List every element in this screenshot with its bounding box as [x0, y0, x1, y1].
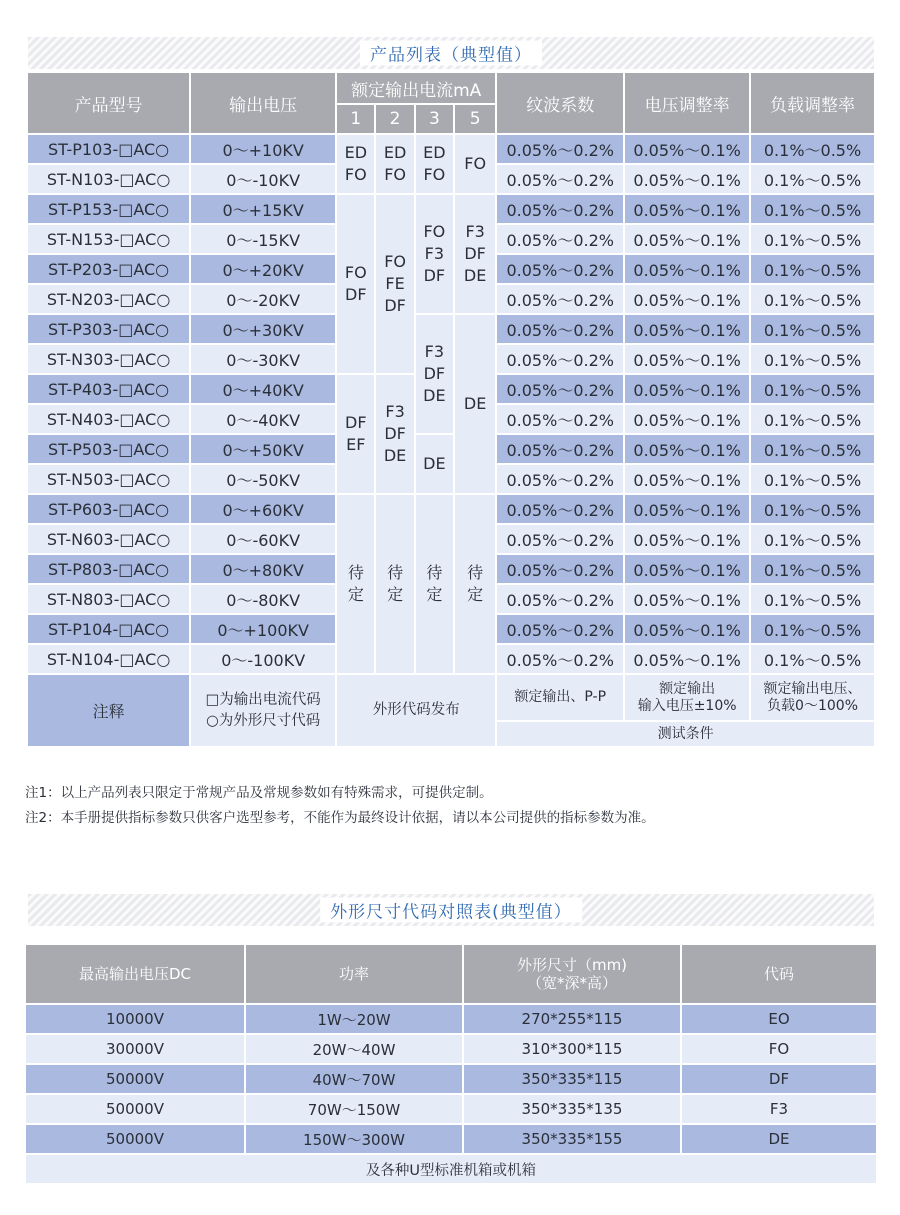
- ripple-cell: 0.05%～0.2%: [497, 315, 623, 343]
- power-cell: 1W～20W: [246, 1005, 462, 1033]
- voltage-cell: 0～-20KV: [191, 285, 335, 313]
- max-voltage-cell: 50000V: [26, 1125, 244, 1153]
- current-3-group: ED FO: [416, 135, 453, 193]
- regulation-cell: 0.05%～0.1%: [625, 495, 749, 523]
- regulation-cell: 0.05%～0.1%: [625, 195, 749, 223]
- current-2-group: F3 DF DE: [376, 375, 413, 493]
- header-current-3: 3: [416, 105, 453, 133]
- voltage-cell: 0～+10KV: [191, 135, 335, 163]
- footer-regulation-condition: 额定输出 输入电压±10%: [625, 675, 749, 720]
- load-cell: 0.1%～0.5%: [751, 195, 874, 223]
- model-cell: ST-P303-□AC○: [28, 315, 189, 343]
- header-load: 负载调整率: [751, 73, 874, 133]
- product-list-title: 产品列表（典型值）: [360, 41, 542, 66]
- voltage-cell: 0～-80KV: [191, 585, 335, 613]
- model-cell: ST-N603-□AC○: [28, 525, 189, 553]
- voltage-cell: 0～-60KV: [191, 525, 335, 553]
- power-cell: 40W～70W: [246, 1065, 462, 1093]
- table-row: [28, 495, 874, 523]
- regulation-cell: 0.05%～0.1%: [625, 375, 749, 403]
- load-cell: 0.1%～0.5%: [751, 315, 874, 343]
- table-row: [26, 1125, 876, 1153]
- footer-code-legend: □为输出电流代码 ○为外形尺寸代码: [191, 675, 335, 746]
- dimensions-cell: 350*335*135: [464, 1095, 680, 1123]
- dimension-table-title: 外形尺寸代码对照表(典型值）: [320, 898, 582, 923]
- load-cell: 0.1%～0.5%: [751, 135, 874, 163]
- ripple-cell: 0.05%～0.2%: [497, 285, 623, 313]
- load-cell: 0.1%～0.5%: [751, 165, 874, 193]
- header-current-5: 5: [455, 105, 495, 133]
- current-3-group: F3 DF DE: [416, 315, 453, 433]
- model-cell: ST-N104-□AC○: [28, 645, 189, 673]
- ripple-cell: 0.05%～0.2%: [497, 255, 623, 283]
- regulation-cell: 0.05%～0.1%: [625, 615, 749, 643]
- regulation-cell: 0.05%～0.1%: [625, 435, 749, 463]
- header-current-2: 2: [376, 105, 413, 133]
- ripple-cell: 0.05%～0.2%: [497, 195, 623, 223]
- current-2-group: ED FO: [376, 135, 413, 193]
- model-cell: ST-N203-□AC○: [28, 285, 189, 313]
- code-cell: DE: [682, 1125, 876, 1153]
- table-row: [26, 1035, 876, 1063]
- load-cell: 0.1%～0.5%: [751, 285, 874, 313]
- code-cell: EO: [682, 1005, 876, 1033]
- model-cell: ST-P104-□AC○: [28, 615, 189, 643]
- model-cell: ST-N103-□AC○: [28, 165, 189, 193]
- current-1-group: ED FO: [337, 135, 374, 193]
- table-row: [28, 135, 874, 163]
- regulation-cell: 0.05%～0.1%: [625, 525, 749, 553]
- dimensions-cell: 350*335*155: [464, 1125, 680, 1153]
- load-cell: 0.1%～0.5%: [751, 375, 874, 403]
- header-code: 代码: [682, 945, 876, 1003]
- table-row: [28, 195, 874, 223]
- footer-notes-label: 注释: [28, 675, 189, 746]
- current-1-group: DF EF: [337, 375, 374, 493]
- header-ripple: 纹波系数: [497, 73, 623, 133]
- product-list-table: [26, 71, 876, 748]
- ripple-cell: 0.05%～0.2%: [497, 645, 623, 673]
- ripple-cell: 0.05%～0.2%: [497, 165, 623, 193]
- current-1-group: FO DF: [337, 195, 374, 373]
- load-cell: 0.1%～0.5%: [751, 405, 874, 433]
- current-3-group: FO F3 DF: [416, 195, 453, 313]
- voltage-cell: 0～-30KV: [191, 345, 335, 373]
- voltage-cell: 0～+50KV: [191, 435, 335, 463]
- table-row: [26, 1095, 876, 1123]
- footer-load-condition: 额定输出电压、 负载0～100%: [751, 675, 874, 720]
- model-cell: ST-P403-□AC○: [28, 375, 189, 403]
- load-cell: 0.1%～0.5%: [751, 255, 874, 283]
- header-power: 功率: [246, 945, 462, 1003]
- load-cell: 0.1%～0.5%: [751, 555, 874, 583]
- model-cell: ST-P503-□AC○: [28, 435, 189, 463]
- load-cell: 0.1%～0.5%: [751, 525, 874, 553]
- regulation-cell: 0.05%～0.1%: [625, 345, 749, 373]
- regulation-cell: 0.05%～0.1%: [625, 135, 749, 163]
- regulation-cell: 0.05%～0.1%: [625, 465, 749, 493]
- regulation-cell: 0.05%～0.1%: [625, 645, 749, 673]
- model-cell: ST-P803-□AC○: [28, 555, 189, 583]
- load-cell: 0.1%～0.5%: [751, 435, 874, 463]
- ripple-cell: 0.05%～0.2%: [497, 525, 623, 553]
- header-model: 产品型号: [28, 73, 189, 133]
- ripple-cell: 0.05%～0.2%: [497, 225, 623, 253]
- load-cell: 0.1%～0.5%: [751, 645, 874, 673]
- ripple-cell: 0.05%～0.2%: [497, 435, 623, 463]
- dimension-table-footer: 及各种U型标准机箱或机箱: [26, 1155, 876, 1183]
- dimensions-cell: 350*335*115: [464, 1065, 680, 1093]
- voltage-cell: 0～+60KV: [191, 495, 335, 523]
- voltage-cell: 0～+15KV: [191, 195, 335, 223]
- header-voltage: 输出电压: [191, 73, 335, 133]
- load-cell: 0.1%～0.5%: [751, 615, 874, 643]
- current-5-group: DE: [455, 315, 495, 493]
- regulation-cell: 0.05%～0.1%: [625, 315, 749, 343]
- max-voltage-cell: 50000V: [26, 1065, 244, 1093]
- max-voltage-cell: 10000V: [26, 1005, 244, 1033]
- voltage-cell: 0～-15KV: [191, 225, 335, 253]
- voltage-cell: 0～-10KV: [191, 165, 335, 193]
- current-3-group: DE: [416, 435, 453, 493]
- power-cell: 70W～150W: [246, 1095, 462, 1123]
- ripple-cell: 0.05%～0.2%: [497, 555, 623, 583]
- voltage-cell: 0～-100KV: [191, 645, 335, 673]
- current-2-group: FO FE DF: [376, 195, 413, 373]
- regulation-cell: 0.05%～0.1%: [625, 165, 749, 193]
- model-cell: ST-P203-□AC○: [28, 255, 189, 283]
- header-current: 额定输出电流mA: [337, 73, 495, 103]
- product-list-title-band: [28, 37, 874, 69]
- current-2-group: 待 定: [376, 495, 413, 673]
- regulation-cell: 0.05%～0.1%: [625, 585, 749, 613]
- voltage-cell: 0～-50KV: [191, 465, 335, 493]
- dimensions-cell: 310*300*115: [464, 1035, 680, 1063]
- regulation-cell: 0.05%～0.1%: [625, 225, 749, 253]
- load-cell: 0.1%～0.5%: [751, 345, 874, 373]
- voltage-cell: 0～+30KV: [191, 315, 335, 343]
- header-dimensions: 外形尺寸（mm) （宽*深*高）: [464, 945, 680, 1003]
- voltage-cell: 0～+100KV: [191, 615, 335, 643]
- load-cell: 0.1%～0.5%: [751, 465, 874, 493]
- ripple-cell: 0.05%～0.2%: [497, 615, 623, 643]
- power-cell: 20W～40W: [246, 1035, 462, 1063]
- regulation-cell: 0.05%～0.1%: [625, 285, 749, 313]
- power-cell: 150W～300W: [246, 1125, 462, 1153]
- current-5-group: 待 定: [455, 495, 495, 673]
- code-cell: DF: [682, 1065, 876, 1093]
- voltage-cell: 0～-40KV: [191, 405, 335, 433]
- table-row: [28, 315, 874, 343]
- footer-ripple-condition: 额定输出、P-P: [497, 675, 623, 720]
- model-cell: ST-N503-□AC○: [28, 465, 189, 493]
- voltage-cell: 0～+20KV: [191, 255, 335, 283]
- model-cell: ST-N803-□AC○: [28, 585, 189, 613]
- model-cell: ST-P603-□AC○: [28, 495, 189, 523]
- max-voltage-cell: 50000V: [26, 1095, 244, 1123]
- current-1-group: 待 定: [337, 495, 374, 673]
- current-5-group: FO: [455, 135, 495, 193]
- current-5-group: F3 DF DE: [455, 195, 495, 313]
- load-cell: 0.1%～0.5%: [751, 495, 874, 523]
- ripple-cell: 0.05%～0.2%: [497, 135, 623, 163]
- regulation-cell: 0.05%～0.1%: [625, 405, 749, 433]
- footer-shape-code: 外形代码发布: [337, 675, 495, 746]
- header-max-voltage: 最高输出电压DC: [26, 945, 244, 1003]
- dimension-table-title-band: [28, 894, 874, 926]
- ripple-cell: 0.05%～0.2%: [497, 585, 623, 613]
- note-2: 注2：本手册提供指标参数只供客户选型参考，不能作为最终设计依据，请以本公司提供的指标参数为准。: [25, 810, 655, 826]
- model-cell: ST-P103-□AC○: [28, 135, 189, 163]
- footer-test-conditions: 测试条件: [497, 722, 874, 746]
- load-cell: 0.1%～0.5%: [751, 585, 874, 613]
- voltage-cell: 0～+80KV: [191, 555, 335, 583]
- dimension-code-table: [24, 943, 878, 1185]
- load-cell: 0.1%～0.5%: [751, 225, 874, 253]
- model-cell: ST-P153-□AC○: [28, 195, 189, 223]
- header-regulation: 电压调整率: [625, 73, 749, 133]
- table-row: [26, 1065, 876, 1093]
- note-1: 注1：以上产品列表只限定于常规产品及常规参数如有特殊需求，可提供定制。: [25, 785, 493, 801]
- ripple-cell: 0.05%～0.2%: [497, 495, 623, 523]
- model-cell: ST-N153-□AC○: [28, 225, 189, 253]
- code-cell: FO: [682, 1035, 876, 1063]
- header-current-1: 1: [337, 105, 374, 133]
- ripple-cell: 0.05%～0.2%: [497, 375, 623, 403]
- current-3-group: 待 定: [416, 495, 453, 673]
- ripple-cell: 0.05%～0.2%: [497, 465, 623, 493]
- regulation-cell: 0.05%～0.1%: [625, 255, 749, 283]
- model-cell: ST-N303-□AC○: [28, 345, 189, 373]
- model-cell: ST-N403-□AC○: [28, 405, 189, 433]
- code-cell: F3: [682, 1095, 876, 1123]
- table-row: [26, 1005, 876, 1033]
- table-row: [28, 435, 874, 463]
- regulation-cell: 0.05%～0.1%: [625, 555, 749, 583]
- dimensions-cell: 270*255*115: [464, 1005, 680, 1033]
- max-voltage-cell: 30000V: [26, 1035, 244, 1063]
- ripple-cell: 0.05%～0.2%: [497, 345, 623, 373]
- ripple-cell: 0.05%～0.2%: [497, 405, 623, 433]
- voltage-cell: 0～+40KV: [191, 375, 335, 403]
